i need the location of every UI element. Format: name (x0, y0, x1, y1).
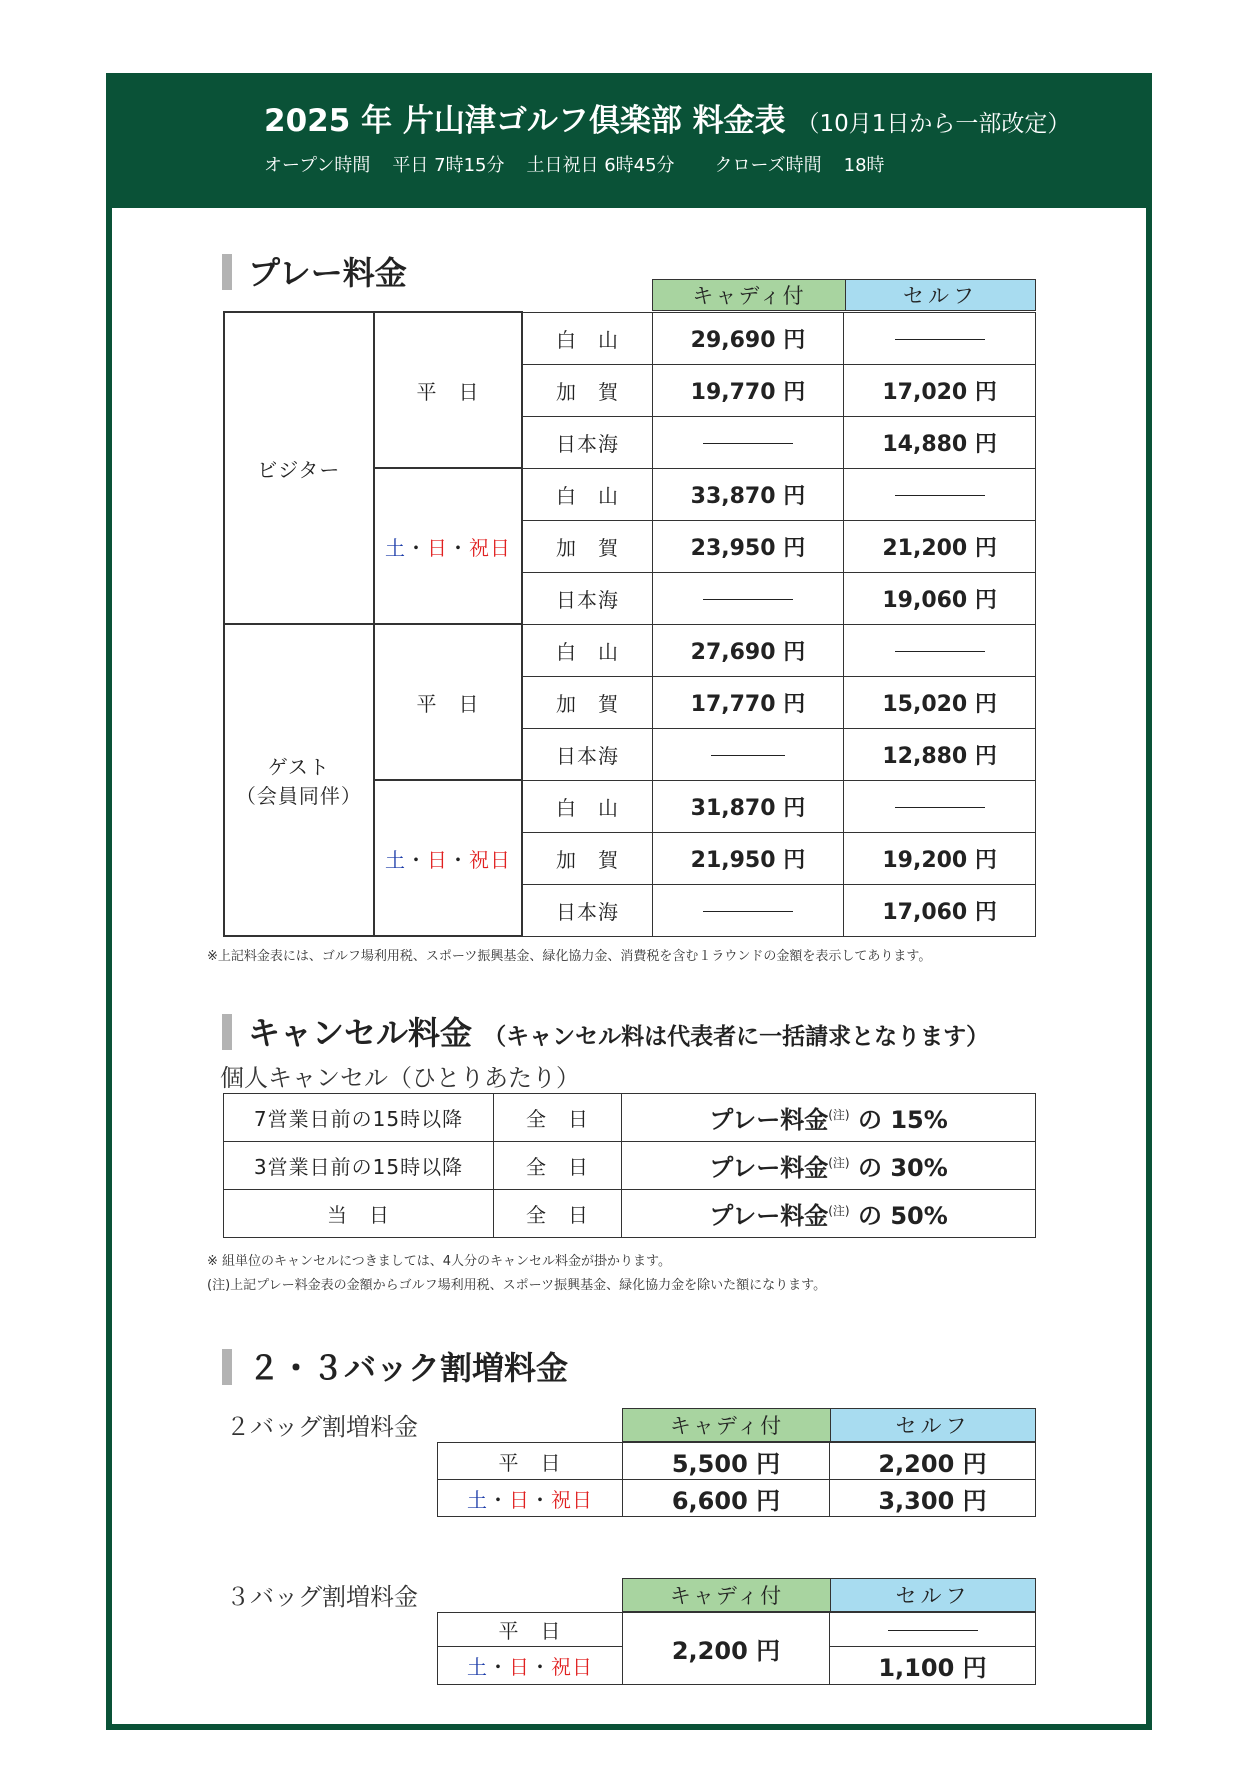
guest-label: ゲスト （会員同伴） (224, 624, 374, 936)
weekday-label: 平 日 (438, 1443, 623, 1480)
no-price (844, 312, 1036, 364)
price-cell: 12,880 円 (844, 728, 1036, 780)
section-bar (222, 254, 232, 290)
cancel-fee: プレー料金$^{(注)}$ の 50% (622, 1190, 1036, 1238)
course-kaga: 加 賀 (522, 520, 652, 572)
cancel-day: 全 日 (494, 1142, 622, 1190)
no-price (652, 572, 844, 624)
three-bag-table (437, 1612, 1036, 1685)
price-cell: 19,200 円 (844, 832, 1036, 884)
col-caddy: キャディ付 (623, 1579, 831, 1612)
visitor-weekday: 平 日 (374, 312, 523, 468)
weekday-label: 平 日 (438, 1613, 623, 1647)
price-cell: 2,200 円 (623, 1613, 830, 1685)
price-cell: 6,600 円 (623, 1480, 830, 1517)
weekday-open: 平日 7時15分 (392, 155, 505, 176)
no-price (830, 1613, 1036, 1647)
cancel-when: 7営業日前の15時以降 (224, 1094, 494, 1142)
price-cell: 1,100 円 (830, 1647, 1036, 1685)
cancel-day: 全 日 (494, 1190, 622, 1238)
cancel-table (223, 1093, 1036, 1238)
price-cell: 33,870 円 (652, 468, 844, 520)
page-title-sub: （10月1日から一部改定） (796, 111, 1071, 137)
cancel-note-2: (注)上記プレー料金表の金額からゴルフ場利用税、スポーツ振興基金、緑化協力金を除いた額になります。 (207, 1278, 827, 1293)
price-cell: 29,690 円 (652, 312, 844, 364)
course-nihonkai: 日本海 (522, 884, 652, 936)
price-cell: 3,300 円 (830, 1480, 1036, 1517)
course-hakusan: 白 山 (522, 624, 652, 676)
course-nihonkai: 日本海 (522, 728, 652, 780)
cancel-when: 当 日 (224, 1190, 494, 1238)
play-footnote: ※上記料金表には、ゴルフ場利用税、スポーツ振興基金、緑化協力金、消費税を含む１ラウンドの金額を表示してあります。 (207, 949, 932, 964)
weekend-label: 土・日・祝日 (438, 1480, 623, 1517)
price-cell: 27,690 円 (652, 624, 844, 676)
cancel-note-1: ※ 組単位のキャンセルにつきましては、4人分のキャンセル料金が掛かります。 (207, 1254, 671, 1269)
open-label: オープン時間 (264, 155, 371, 176)
cancel-day: 全 日 (494, 1094, 622, 1142)
guest-weekday: 平 日 (374, 624, 523, 780)
course-kaga: 加 賀 (522, 676, 652, 728)
price-cell: 31,870 円 (652, 780, 844, 832)
two-bag-table (437, 1442, 1036, 1517)
price-cell: 21,950 円 (652, 832, 844, 884)
course-hakusan: 白 山 (522, 468, 652, 520)
price-cell: 15,020 円 (844, 676, 1036, 728)
section-bar (222, 1014, 232, 1050)
no-price (844, 624, 1036, 676)
col-self: セルフ (831, 1579, 1036, 1612)
opening-hours (264, 151, 907, 177)
header-banner (106, 73, 1152, 208)
weekend-label: 土・日・祝日 (438, 1647, 623, 1685)
course-hakusan: 白 山 (522, 780, 652, 832)
col-self: セルフ (831, 1409, 1036, 1442)
three-bag-title: ３バッグ割増料金 (226, 1583, 418, 1611)
section-bar (222, 1349, 232, 1385)
visitor-weekend: 土・日・祝日 (374, 468, 523, 624)
weekend-open: 土日祝日 6時45分 (526, 155, 675, 176)
no-price (652, 728, 844, 780)
price-cell: 5,500 円 (623, 1443, 830, 1480)
two-bag-headers (622, 1408, 1036, 1442)
price-cell: 23,950 円 (652, 520, 844, 572)
cancel-fee: プレー料金$^{(注)}$ の 30% (622, 1142, 1036, 1190)
col-caddy: キャディ付 (653, 280, 846, 311)
close-time: 18時 (843, 155, 885, 176)
visitor-label: ビジター (224, 312, 374, 624)
no-price (844, 780, 1036, 832)
col-self: セルフ (846, 280, 1036, 311)
price-cell: 2,200 円 (830, 1443, 1036, 1480)
price-cell: 19,060 円 (844, 572, 1036, 624)
cancel-when: 3営業日前の15時以降 (224, 1142, 494, 1190)
page-title: 2025 年 片山津ゴルフ倶楽部 料金表 （10月1日から一部改定） (264, 103, 1071, 139)
section-bag: ２・３バック割増料金 (222, 1343, 568, 1389)
cancel-subtitle: 個人キャンセル（ひとりあたり） (220, 1064, 580, 1092)
price-cell: 21,200 円 (844, 520, 1036, 572)
price-cell: 17,770 円 (652, 676, 844, 728)
no-price (652, 416, 844, 468)
price-cell: 17,060 円 (844, 884, 1036, 936)
no-price (652, 884, 844, 936)
course-kaga: 加 賀 (522, 832, 652, 884)
play-fee-table (223, 311, 1036, 937)
guest-weekend: 土・日・祝日 (374, 780, 523, 936)
course-hakusan: 白 山 (522, 312, 652, 364)
no-price (844, 468, 1036, 520)
section-cancel: キャンセル料金 （キャンセル料は代表者に一括請求となります） (222, 1008, 989, 1054)
cancel-fee: プレー料金$^{(注)}$ の 15% (622, 1094, 1036, 1142)
two-bag-title: ２バッグ割増料金 (226, 1413, 418, 1441)
price-cell: 17,020 円 (844, 364, 1036, 416)
three-bag-headers (622, 1578, 1036, 1612)
play-col-headers (652, 279, 1036, 311)
course-nihonkai: 日本海 (522, 416, 652, 468)
col-caddy: キャディ付 (623, 1409, 831, 1442)
section-play: プレー料金 (222, 248, 407, 294)
close-label: クローズ時間 (714, 155, 822, 176)
course-kaga: 加 賀 (522, 364, 652, 416)
course-nihonkai: 日本海 (522, 572, 652, 624)
price-cell: 14,880 円 (844, 416, 1036, 468)
price-cell: 19,770 円 (652, 364, 844, 416)
